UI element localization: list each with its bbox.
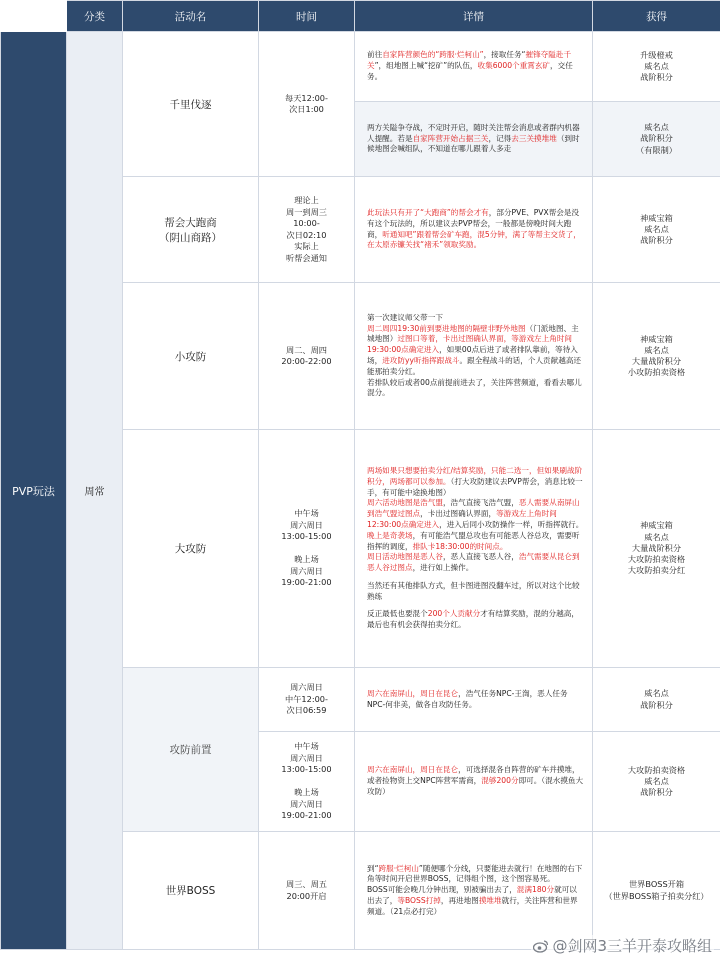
text-line: 大攻防拍卖资格 — [627, 764, 686, 775]
text-line: 威名点 — [644, 122, 669, 133]
category-weekly: 周常 — [67, 32, 123, 950]
text-line: 每天12:00- — [285, 92, 328, 103]
text-line: 大量战阶积分 — [631, 542, 682, 553]
activity-detail-qianzhi-1 — [355, 668, 593, 732]
detail-text: ，有可能浩气盟总攻也有可能恶人谷总攻，需要听指挥的调度， — [367, 530, 580, 551]
text-line: 威名点 — [644, 344, 669, 355]
text-line: 世界BOSS开箱 — [628, 879, 685, 890]
header-activity: 活动名 — [123, 1, 259, 32]
detail-text: ，部分PVE、PVX帮会是没有这个玩法的，所以建议去PVP帮会，一般都是傍晚时间大跑商， — [367, 207, 580, 239]
header-time: 时间 — [259, 1, 355, 32]
highlight-text: 200个人贡献分 — [427, 609, 481, 619]
text-line: 威名点 — [644, 223, 669, 234]
highlight-text: 去三关摸堆堆 — [511, 133, 557, 143]
category-pvp: PVP玩法 — [1, 32, 67, 950]
detail-text: 即可。（混水摸鱼大攻防） — [367, 776, 584, 796]
activity-name-qianli: 千里伐逐 — [123, 32, 259, 177]
activity-reward-worldboss — [593, 832, 720, 950]
header-category: 分类 — [67, 1, 123, 32]
activity-name-dagongfang: 大攻防 — [123, 430, 259, 668]
activity-detail-worldboss — [355, 832, 593, 950]
detail-text: 若排队较后或者00点前提前进去了，关注阵营频道，看看去哪儿混分。 — [367, 377, 582, 398]
highlight-text: 排队卡18:30:00的时间点。 — [412, 541, 508, 551]
highlight-text: 等BOSS打掉 — [397, 895, 441, 905]
watermark-text: @剑网3三羊开泰攻略组 — [552, 937, 712, 955]
text-line: 战阶积分 — [640, 787, 673, 798]
text-line: 周六周日 — [290, 565, 323, 576]
detail-text: ，如果00点后进了或者排队靠前，等待入场， — [367, 345, 578, 365]
activity-name-qianzhi: 攻防前置 — [123, 668, 259, 832]
text-line: （阴山商路） — [159, 231, 222, 244]
highlight-text: 摸堆堆 — [478, 895, 502, 905]
activity-reward-xiaogongfang — [593, 283, 720, 430]
highlight-text: 浩气需要从昆仑到恶人谷过图点 — [367, 552, 580, 573]
detail-text: 。跟全程战斗的话，个人贡献越高还能那拍卖分红。 — [367, 356, 582, 376]
detail-text: 第一次建议师父带一下 — [367, 312, 443, 322]
activity-reward-qianli-1 — [593, 32, 720, 102]
header-details: 详情 — [355, 1, 593, 32]
detail-text: 就行，关注阵营和世界频道。（21点必打完） — [367, 895, 578, 916]
text-line: 13:00-15:00 — [281, 531, 332, 542]
text-line: 次日1:00 — [289, 104, 324, 114]
detail-text: （门派地图、主城地图） — [367, 323, 579, 344]
detail-text: ，再进地图 — [440, 895, 479, 905]
text-line: 中午场 — [294, 741, 319, 752]
detail-text: 才有结算奖励，混的分越高，最后也有机会获得拍卖分红。 — [367, 609, 579, 630]
text-line: 威名点 — [644, 775, 669, 786]
highlight-text: 周六在南屏山，周日在昆仑 — [367, 765, 459, 775]
text-line: 20:00开启 — [286, 890, 327, 901]
text-line: 周六周日 — [290, 682, 323, 693]
text-line: 19:00-21:00 — [281, 810, 332, 821]
activity-detail-qianli-1 — [355, 32, 593, 102]
text-line: 升级橙戒 — [640, 49, 673, 60]
detail-text: 两方关隘争夺战，不定时开启，随时关注帮会消息或者群内机器人提醒。若是 — [367, 122, 580, 143]
text-line: 大攻防拍卖资格 — [627, 554, 686, 565]
activity-detail-qianzhi-2 — [355, 732, 593, 832]
highlight-text: 此玩法只有开了“大跑商”的帮会才有 — [367, 207, 489, 217]
highlight-text: 两场如果只想要拍卖分红/结算奖励，只能二选一，但如果刷战阶积分，两场都可以参加。 — [367, 465, 583, 486]
highlight-text: 摧锋夺隘赴千关 — [367, 50, 572, 71]
text-line: 小攻防拍卖资格 — [627, 367, 686, 378]
text-line: 威名点 — [644, 688, 669, 699]
activity-time-qianzhi-1 — [259, 668, 355, 732]
text-line: 战阶积分 — [640, 133, 673, 144]
text-line: 周六周日 — [290, 798, 323, 809]
text-line — [259, 776, 354, 788]
text-line: 周三、周五 — [286, 879, 327, 889]
activity-time-paoshang — [259, 177, 355, 283]
highlight-text: 混够200分 — [481, 776, 519, 786]
text-line: 神威宝箱 — [640, 212, 673, 223]
activity-reward-dagongfang — [593, 430, 720, 668]
text-line: 周一到周三 — [286, 206, 327, 217]
text-line: 战阶积分 — [640, 72, 673, 83]
detail-text: ，浩气任务NPC-王渹，恶人任务NPC-何非美，做各自攻防任务。 — [367, 688, 568, 709]
text-line: 战阶积分 — [640, 699, 673, 710]
text-line: 威名点 — [644, 531, 669, 542]
detail-text: 就可以出去了， — [367, 885, 577, 905]
text-line: 周二、周四 — [286, 344, 327, 355]
detail-text: ”，组地图上喊“挖矿”的队伍， — [374, 61, 478, 71]
detail-text: （打大攻防建议去PVP帮会，消息比较一手，有可能中途换地图） — [367, 476, 583, 497]
activity-detail-xiaogongfang — [355, 283, 593, 430]
activity-time-qianzhi-2 — [259, 732, 355, 832]
activity-detail-dagongfang — [355, 430, 593, 668]
highlight-text: 周二周四19:30前到要进地图的隔壁非野外地图 — [367, 323, 526, 333]
text-line: 10:00- — [293, 218, 320, 228]
detail-text: ，交任务。 — [367, 61, 573, 81]
text-line: 周六周日 — [290, 752, 323, 763]
text-line: 听帮会通知 — [286, 252, 327, 263]
header-blank-cell — [1, 1, 67, 32]
text-line: 理论上 — [294, 195, 319, 205]
detail-text: ，可选择混各自阵营的矿车并摸堆，或者捡物资上交NPC阵营军需商， — [367, 765, 580, 786]
text-line: 中午12:00- — [285, 693, 328, 704]
text-line: 实际上 — [294, 241, 319, 251]
highlight-text: 周六活动地图是浩气盟 — [367, 498, 443, 508]
text-line: 神威宝箱 — [640, 333, 673, 344]
detail-text: ，恶人直接飞恶人谷， — [442, 552, 519, 562]
text-line: 晚上场 — [294, 554, 319, 565]
weibo-icon — [533, 939, 549, 953]
text-line: 大攻防拍卖分红 — [627, 565, 686, 576]
detail-text: ”随便哪个分线，只要能进去就行！在地图的右下角等时间开启世界BOSS，记得组个图，这个图容易死。 — [367, 863, 583, 884]
text-line: 次日06:59 — [286, 705, 327, 716]
detail-text: ，进行如上操作。 — [412, 563, 474, 573]
activity-time-qianli — [259, 32, 355, 177]
watermark — [531, 935, 714, 956]
text-line — [259, 543, 354, 555]
highlight-text: 周六在南屏山，周日在昆仑 — [367, 688, 459, 698]
text-line: 神威宝箱 — [640, 520, 673, 531]
table-header-row — [1, 1, 720, 32]
activity-reward-qianzhi-2 — [593, 732, 720, 832]
highlight-text: 晚上是奇袭场 — [367, 530, 413, 540]
detail-text: 到“ — [367, 863, 379, 873]
highlight-text: 周日活动地图是恶人谷 — [367, 552, 443, 562]
detail-text: 反正最低也要混个 — [367, 609, 428, 619]
activity-name-xiaogongfang: 小攻防 — [123, 283, 259, 430]
highlight-text: 自家阵营颜色的“跨服·烂柯山” — [382, 50, 484, 60]
detail-text: 当然还有其他排队方式，但卡图进图没翻车过，所以对这个比较熟练 — [367, 580, 580, 601]
highlight-text: 收集6000个重霄玄矿 — [477, 61, 551, 71]
text-line: （世界BOSS箱子拍卖分红） — [604, 890, 709, 901]
activity-name-paoshang — [123, 177, 259, 283]
activity-time-dagongfang — [259, 430, 355, 668]
detail-text: ，浩气直接飞浩气盟， — [442, 498, 519, 508]
detail-text: BOSS可能会晚几分钟出现，别被骗出去了， — [367, 885, 517, 895]
activity-reward-paoshang — [593, 177, 720, 283]
activity-reward-qianli-2 — [593, 102, 720, 177]
text-line: （有限制） — [636, 144, 677, 155]
activity-time-worldboss — [259, 832, 355, 950]
detail-text: （到时候地图会喊组队，不知道在哪儿跟着人多走 — [367, 133, 580, 154]
text-line: 20:00-22:00 — [281, 356, 332, 366]
highlight-text: 混满180分 — [516, 885, 555, 895]
activity-detail-qianli-2 — [355, 102, 593, 177]
highlight-text: 跨服·烂柯山 — [378, 863, 419, 873]
text-line: 周六周日 — [290, 519, 323, 530]
activity-detail-paoshang — [355, 177, 593, 283]
table-row — [1, 32, 720, 102]
text-line: 中午场 — [294, 508, 319, 519]
text-line: 19:00-21:00 — [281, 577, 332, 588]
text-line: 次日02:10 — [286, 229, 327, 240]
header-reward: 获得 — [593, 1, 720, 32]
detail-text: ，记得 — [488, 133, 512, 143]
highlight-text: 听通知吧”跟着帮会矿车跑，混5分钟，满了等帮主交货了，在太原赤镰关找“褚禾”领取奖励。 — [367, 229, 581, 250]
activity-time-xiaogongfang — [259, 283, 355, 430]
activity-name-worldboss: 世界BOSS — [123, 832, 259, 950]
text-line: 战阶积分 — [640, 235, 673, 246]
detail-text: ，进入后同小攻防操作一样，听指挥就行。 — [439, 519, 584, 529]
text-line: 晚上场 — [294, 787, 319, 798]
highlight-text: 自家阵营开始占据三关 — [412, 133, 489, 143]
detail-text: ，接取任务“ — [483, 50, 526, 60]
activity-reward-qianzhi-1 — [593, 668, 720, 732]
highlight-text: 进攻防yy听指挥跟战斗 — [382, 356, 460, 365]
highlight-text: 恶人需要从南屏山到浩气盟过图点 — [367, 498, 580, 519]
text-line: 帮会大跑商 — [164, 216, 217, 229]
highlight-text: 过图口等着，卡出过图确认界面，等游戏左上角时间19:30:00点确定进入 — [367, 334, 573, 355]
text-line: 威名点 — [644, 60, 669, 71]
detail-text: ，卡出过图确认界面， — [420, 509, 497, 519]
text-line: 13:00-15:00 — [281, 764, 332, 775]
text-line: 大量战阶积分 — [631, 356, 682, 366]
detail-text: 前往 — [367, 50, 383, 60]
highlight-text: 等游戏左上角时间12:30:00点确定进入 — [367, 509, 557, 529]
